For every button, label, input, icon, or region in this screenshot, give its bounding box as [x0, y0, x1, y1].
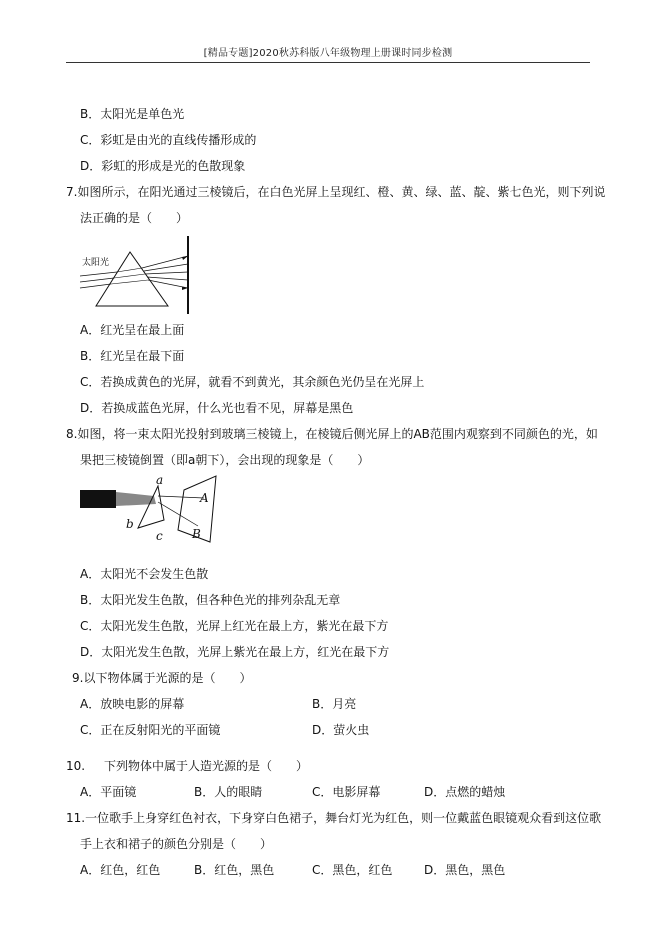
- q9-stem: 9.以下物体属于光源的是（ ）: [72, 671, 252, 685]
- q10-option-a: A．平面镜: [80, 785, 137, 799]
- prism: [138, 486, 164, 528]
- q10-option-b: B．人的眼睛: [194, 785, 263, 799]
- prism-dispersion-figure: [78, 234, 196, 316]
- q7-option-c: C．若换成黄色的光屏，就看不到黄光，其余颜色光仍呈在光屏上: [80, 375, 425, 389]
- q6-option-d: D．彩虹的形成是光的色散现象: [80, 159, 246, 173]
- label-A: A: [200, 491, 209, 505]
- q6-option-c: C．彩虹是由光的直线传播形成的: [80, 133, 257, 147]
- sunlight-label: 太阳光: [82, 258, 110, 268]
- q8-option-b: B．太阳光发生色散，但各种色光的排列杂乱无章: [80, 593, 341, 607]
- q8-option-c: C．太阳光发生色散，光屏上红光在最上方，紫光在最下方: [80, 619, 389, 633]
- q6-option-b: B．太阳光是单色光: [80, 107, 185, 121]
- label-b: b: [126, 517, 134, 531]
- q9-option-a: A．放映电影的屏幕: [80, 697, 185, 711]
- q8-stem-line2: 果把三棱镜倒置（即a朝下），会出现的现象是（ ）: [80, 453, 370, 467]
- q11-option-b: B．红色，黑色: [194, 863, 275, 877]
- q8-stem-line1: 8.如图，将一束太阳光投射到玻璃三棱镜上，在棱镜后侧光屏上的AB范围内观察到不同颜色的光，如: [66, 427, 598, 441]
- q11-option-c: C．黑色，红色: [312, 863, 393, 877]
- header-divider: [66, 62, 590, 63]
- q10-option-c: C．电影屏幕: [312, 785, 381, 799]
- prism-screen-figure: [80, 472, 230, 552]
- q9-option-b: B．月亮: [312, 697, 357, 711]
- q7-option-b: B．红光呈在最下面: [80, 349, 185, 363]
- q11-stem-line2: 手上衣和裙子的颜色分别是（ ）: [80, 837, 273, 851]
- q11-option-a: A．红色，红色: [80, 863, 161, 877]
- q10-option-d: D．点燃的蜡烛: [424, 785, 506, 799]
- q10-stem: 下列物体中属于人造光源的是（ ）: [104, 759, 309, 773]
- q8-option-d: D．太阳光发生色散，光屏上紫光在最上方，红光在最下方: [80, 645, 390, 659]
- q7-stem-line1: 7.如图所示，在阳光通过三棱镜后，在白色光屏上呈现红、橙、黄、绿、蓝、靛、紫七色光，则下列说: [66, 185, 606, 199]
- label-B: B: [192, 527, 201, 541]
- q7-stem-line2: 法正确的是（ ）: [80, 211, 189, 225]
- label-c: c: [156, 529, 163, 543]
- q8-option-a: A．太阳光不会发生色散: [80, 567, 209, 581]
- label-a: a: [156, 473, 164, 487]
- q7-option-a: A．红光呈在最上面: [80, 323, 185, 337]
- q11-option-d: D．黑色，黑色: [424, 863, 506, 877]
- page-header: [精品专题]2020秋苏科版八年级物理上册课时同步检测: [203, 48, 453, 59]
- q10-number: 10.: [66, 759, 86, 773]
- q9-option-d: D．萤火虫: [312, 723, 370, 737]
- q7-option-d: D．若换成蓝色光屏，什么光也看不见，屏幕是黑色: [80, 401, 354, 415]
- light-source-block: [80, 490, 116, 508]
- q9-option-c: C．正在反射阳光的平面镜: [80, 723, 221, 737]
- q11-stem-line1: 11.一位歌手上身穿红色衬衣，下身穿白色裙子，舞台灯光为红色，则一位戴蓝色眼镜观众看到这位歌: [66, 811, 602, 825]
